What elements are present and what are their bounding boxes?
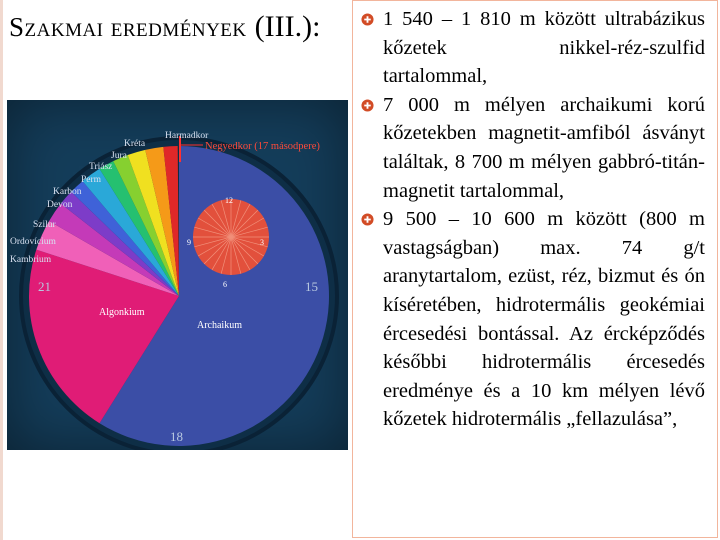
- label-algonkium: Algonkium: [99, 307, 145, 318]
- bullet-icon: [361, 13, 374, 26]
- inner-number-3: 3: [260, 238, 264, 247]
- bullet-text: 9 500 – 10 600 m között (800 m vastagságban) max. 74 g/t aranytartalom, ezüst, réz, bizmut és ón kíséretében, hidrotermális geokémiai ércesedési bontással. Az ércképződés későbbi hidrotermális ércesedés eredménye és a 10 km mélyen lévő kőzetek hidrotermális „fellazulása”,: [383, 208, 705, 431]
- geologic-clock-svg: [7, 100, 348, 450]
- label-karbon: Karbon: [53, 187, 82, 197]
- inner-number-12: 12: [225, 196, 233, 205]
- bullet-icon: [361, 99, 374, 112]
- inner-number-6: 6: [223, 280, 227, 289]
- slide-title-main: Szakmai eredmények: [9, 12, 247, 42]
- geologic-clock-figure: [7, 100, 348, 450]
- label-triasz: Triász: [89, 162, 113, 172]
- bullet-item: [383, 205, 705, 434]
- bullet-text: 1 540 – 1 810 m között ultrabázikus kőzetek nikkel-réz-szulfid tartalommal,: [383, 8, 705, 88]
- inner-number-9: 9: [187, 238, 191, 247]
- left-accent-rule: [0, 0, 3, 540]
- bullet-list: [383, 5, 705, 434]
- bullet-icon: [361, 213, 374, 226]
- outer-number-18: 18: [170, 429, 183, 444]
- label-kreta: Kréta: [124, 139, 146, 149]
- outer-number-15: 15: [305, 279, 318, 294]
- label-ordovicium: Ordovícium: [10, 237, 56, 247]
- bullet-text: 7 000 m mélyen archaikumi korú kőzetekben magnetit-amfiból ásványt találtak, 8 700 m mélyen gabbró-titán-magnetit tartalommal,: [383, 93, 705, 202]
- slide-title-suffix: (III.):: [254, 10, 321, 43]
- slide-title: [9, 2, 339, 50]
- label-harmadkor: Harmadkor: [165, 131, 209, 141]
- bullet-item: [383, 5, 705, 91]
- label-negyedkor: Negyedkor (17 másodpere): [205, 141, 320, 152]
- label-kambrium: Kambrium: [10, 255, 52, 265]
- bullet-item: [383, 91, 705, 205]
- label-devon: Devon: [47, 200, 73, 210]
- label-perm: Perm: [81, 175, 102, 185]
- text-panel: [352, 0, 718, 538]
- label-szilur: Szilur: [33, 220, 56, 230]
- outer-number-21: 21: [38, 279, 51, 294]
- label-archaikum: Archaikum: [197, 320, 242, 331]
- label-jura: Jura: [111, 151, 127, 161]
